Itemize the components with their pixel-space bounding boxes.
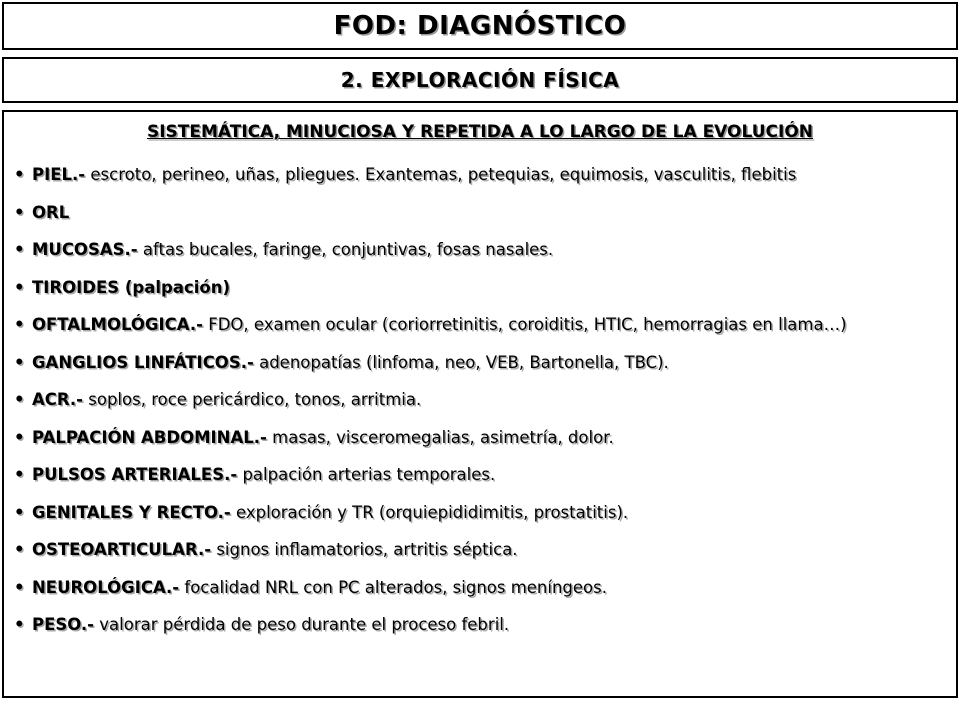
list-item-osteoarticular [14,531,946,569]
exam-list [14,156,946,644]
list-item-piel [14,156,946,194]
bullet-icon: • [14,540,25,559]
list-item-neurologica [14,569,946,607]
bullet-icon: • [14,390,25,409]
item-text: signos inflamatorios, artritis séptica. [216,540,518,559]
bullet-icon: • [14,277,25,297]
subtitle-box [2,57,958,103]
list-item-oftalmologica [14,306,946,344]
item-label: PALPACIÓN ABDOMINAL.- [32,427,267,447]
item-label: OFTALMOLÓGICA.- [32,315,203,334]
item-label: ACR.- [32,390,84,409]
bullet-icon: • [14,427,25,447]
bullet-icon: • [14,502,25,522]
page-title: FOD: DIAGNÓSTICO [333,11,627,41]
item-text: palpación arterias temporales. [242,465,496,484]
content-box [2,110,958,698]
item-label: NEUROLÓGICA.- [32,577,180,597]
section-heading: SISTEMÁTICA, MINUCIOSA Y REPETIDA A LO LARGO DE LA EVOLUCIÓN [146,122,814,142]
item-label: TIROIDES (palpación) [32,277,231,297]
list-item-orl [14,194,946,232]
item-label: GENITALES Y RECTO.- [32,502,231,522]
bullet-icon: • [14,202,25,222]
item-label: PIEL.- [32,165,86,184]
bullet-icon: • [14,240,25,259]
item-text: focalidad NRL con PC alterados, signos meníngeos. [184,577,607,597]
item-text: soplos, roce pericárdico, tonos, arritmia. [88,390,422,409]
item-label: ORL [32,202,70,222]
item-text: valorar pérdida de peso durante el proceso febril. [99,615,510,634]
list-item-ganglios [14,344,946,382]
item-text: exploración y TR (orquiepididimitis, prostatitis). [235,502,629,522]
list-item-palpacion-abdominal [14,419,946,457]
bullet-icon: • [14,352,25,372]
list-item-tiroides [14,269,946,307]
item-text: adenopatías (linfoma, neo, VEB, Bartonella, TBC). [259,352,669,372]
item-label: OSTEOARTICULAR.- [32,540,212,559]
list-item-peso [14,606,946,644]
list-item-acr [14,381,946,419]
item-text: aftas bucales, faringe, conjuntivas, fosas nasales. [142,240,554,259]
list-item-pulsos [14,456,946,494]
section-subtitle: 2. EXPLORACIÓN FÍSICA [340,68,620,92]
bullet-icon: • [14,615,25,634]
bullet-icon: • [14,165,25,184]
item-text: escroto, perineo, uñas, pliegues. Exantemas, petequias, equimosis, vasculitis, flebitis [90,165,797,184]
title-box [2,2,958,50]
item-label: PULSOS ARTERIALES.- [32,465,238,484]
bullet-icon: • [14,465,25,484]
item-label: PESO.- [32,615,95,634]
list-item-mucosas [14,231,946,269]
item-label: MUCOSAS.- [32,240,138,259]
bullet-icon: • [14,577,25,597]
item-text: FDO, examen ocular (coriorretinitis, coroiditis, HTIC, hemorragias en llama…) [208,315,847,334]
bullet-icon: • [14,315,25,334]
list-item-genitales [14,494,946,532]
item-text: masas, visceromegalias, asimetría, dolor. [272,427,614,447]
item-label: GANGLIOS LINFÁTICOS.- [32,352,254,372]
